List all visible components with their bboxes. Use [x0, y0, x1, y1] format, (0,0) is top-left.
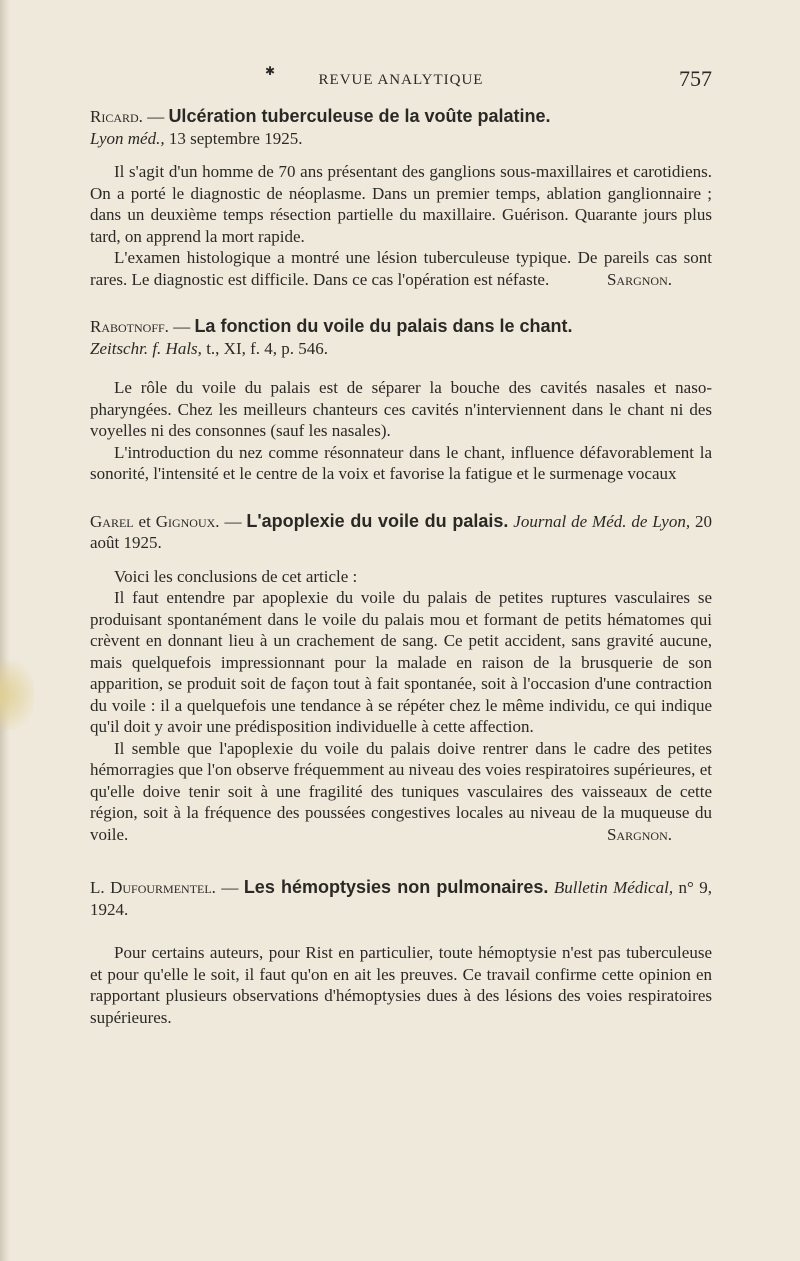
page-number: 757 — [679, 66, 712, 91]
entry-paragraph: Voici les conclusions de cet article : — [114, 566, 358, 586]
entry-source: Zeitschr. f. Hals, — [90, 338, 202, 358]
page-spine-shadow — [0, 0, 10, 1261]
entry-signature: Sargnon. — [606, 269, 672, 289]
entry-dash: — — [142, 107, 169, 126]
review-entry-ricard — [90, 106, 712, 290]
review-entry-dufourmentel — [90, 877, 712, 1028]
entry-reference — [90, 511, 712, 554]
entry-source: Lyon méd., — [90, 128, 165, 148]
entry-paragraph — [90, 738, 712, 846]
entry-dash: — — [168, 317, 195, 336]
entry-details: 13 septembre 1925. — [164, 128, 303, 148]
entry-paragraph-text: L'examen histologique a montré une lésion tuberculeuse typique. De pareils cas sont rares. Le diagnostic est difficile. Dans ce cas l'opération est néfaste. — [90, 248, 712, 289]
entry-details: n° 9, 1924. — [90, 878, 713, 919]
journal-page — [90, 64, 712, 1028]
entry-title: La fonction du voile du palais dans le chant. — [194, 316, 573, 336]
entry-reference — [90, 877, 712, 920]
entry-author-2: Gignoux. — [155, 511, 220, 531]
entry-reference — [90, 106, 712, 149]
entry-paragraph: Il faut entendre par apoplexie du voile du palais de petites ruptures vasculaires se produisant spontanément dans le voile du palais mou et formant de petits hématomes qui crèvent en donnant lieu à un crachement de sang. Ce petit accident, sans gravité aucune, mais quelquefois impressionnant pour la malade en raison de la brusquerie de son apparition, se produit soit de façon tout à fait spontanée, soit à l'occasion d'une contraction du voile : il a quelquefois une tendance à se répéter chez le même individu, ce qui indique qu'il doit y avoir une prédisposition individuelle à cette affection. — [90, 588, 712, 736]
entry-title: L'apoplexie du voile du palais. — [246, 510, 509, 531]
entry-paragraph: Le rôle du voile du palais est de séparer la bouche des cavités nasales et naso-pharyngées. Chez les meilleurs chanteurs ces cavités n'interviennent dans le chant ni des voyelles ni des consonnes (sauf les nasales). — [90, 378, 712, 440]
entry-title: Ulcération tuberculeuse de la voûte palatine. — [168, 106, 551, 126]
entry-source: Journal de Méd. de Lyon, — [513, 511, 691, 531]
entry-title: Les hémoptysies non pulmonaires. — [243, 877, 549, 897]
entry-source: Bulletin Médical, — [553, 878, 674, 897]
entry-author: Garel — [90, 511, 134, 531]
entry-prefix: L. — [90, 878, 111, 897]
entry-author: Rabotnoff. — [90, 317, 169, 336]
entry-author: Dufourmentel. — [110, 878, 216, 897]
entry-paragraph-text: Il semble que l'apoplexie du voile du palais doive rentrer dans le cadre des petites hémorragies que l'on observe fréquemment au niveau des voies respiratoires supérieures, et qu'elle doive tenir soit à une fragilité des tuniques vasculaires des vaisseaux de cette région, soit à la fréquence des poussées congestives locales au niveau de la muqueuse du voile. — [90, 738, 712, 844]
review-entry-garel-gignoux — [90, 511, 712, 846]
running-title: REVUE ANALYTIQUE — [318, 72, 484, 88]
entry-paragraph: Pour certains auteurs, pour Rist en particulier, toute hémoptysie n'est pas tuberculeuse et pour qu'elle le soit, il faut qu'on en ait les preuves. Ce travail confirme cette opinion en rapportant plusieurs observations d'hémoptysies dues à des lésions des voies respiratoires supérieures. — [90, 943, 712, 1027]
entry-paragraph: Il s'agit d'un homme de 70 ans présentant des ganglions sous-maxillaires et carotidiens. On a porté le diagnostic de néoplasme. Dans un premier temps, ablation ganglionnaire ; dans un deuxième temps résection partielle du maxillaire. Guérison. Quarante jours plus tard, on apprend la mort rapide. — [90, 162, 712, 246]
review-entry-rabotnoff — [90, 316, 712, 485]
running-header — [90, 64, 712, 94]
entry-paragraph — [90, 247, 712, 290]
entry-reference — [90, 316, 712, 359]
entry-author: Ricard. — [90, 107, 143, 126]
header-ornament-icon: ✱ — [265, 64, 276, 78]
entry-paragraph: L'introduction du nez comme résonnateur dans le chant, influence défavorablement la sonorité, l'intensité et le centre de la voix et favorise la fatigue et le surmenage vocaux — [90, 442, 712, 483]
entry-dash: — — [215, 878, 244, 897]
entry-signature: Sargnon. — [606, 824, 672, 844]
entry-dash: — — [219, 511, 247, 531]
entry-details: 20 août 1925. — [90, 511, 713, 552]
entry-details: t., XI, f. 4, p. 546. — [201, 338, 329, 358]
entry-connector: et — [133, 511, 156, 531]
paper-stain — [0, 660, 34, 730]
